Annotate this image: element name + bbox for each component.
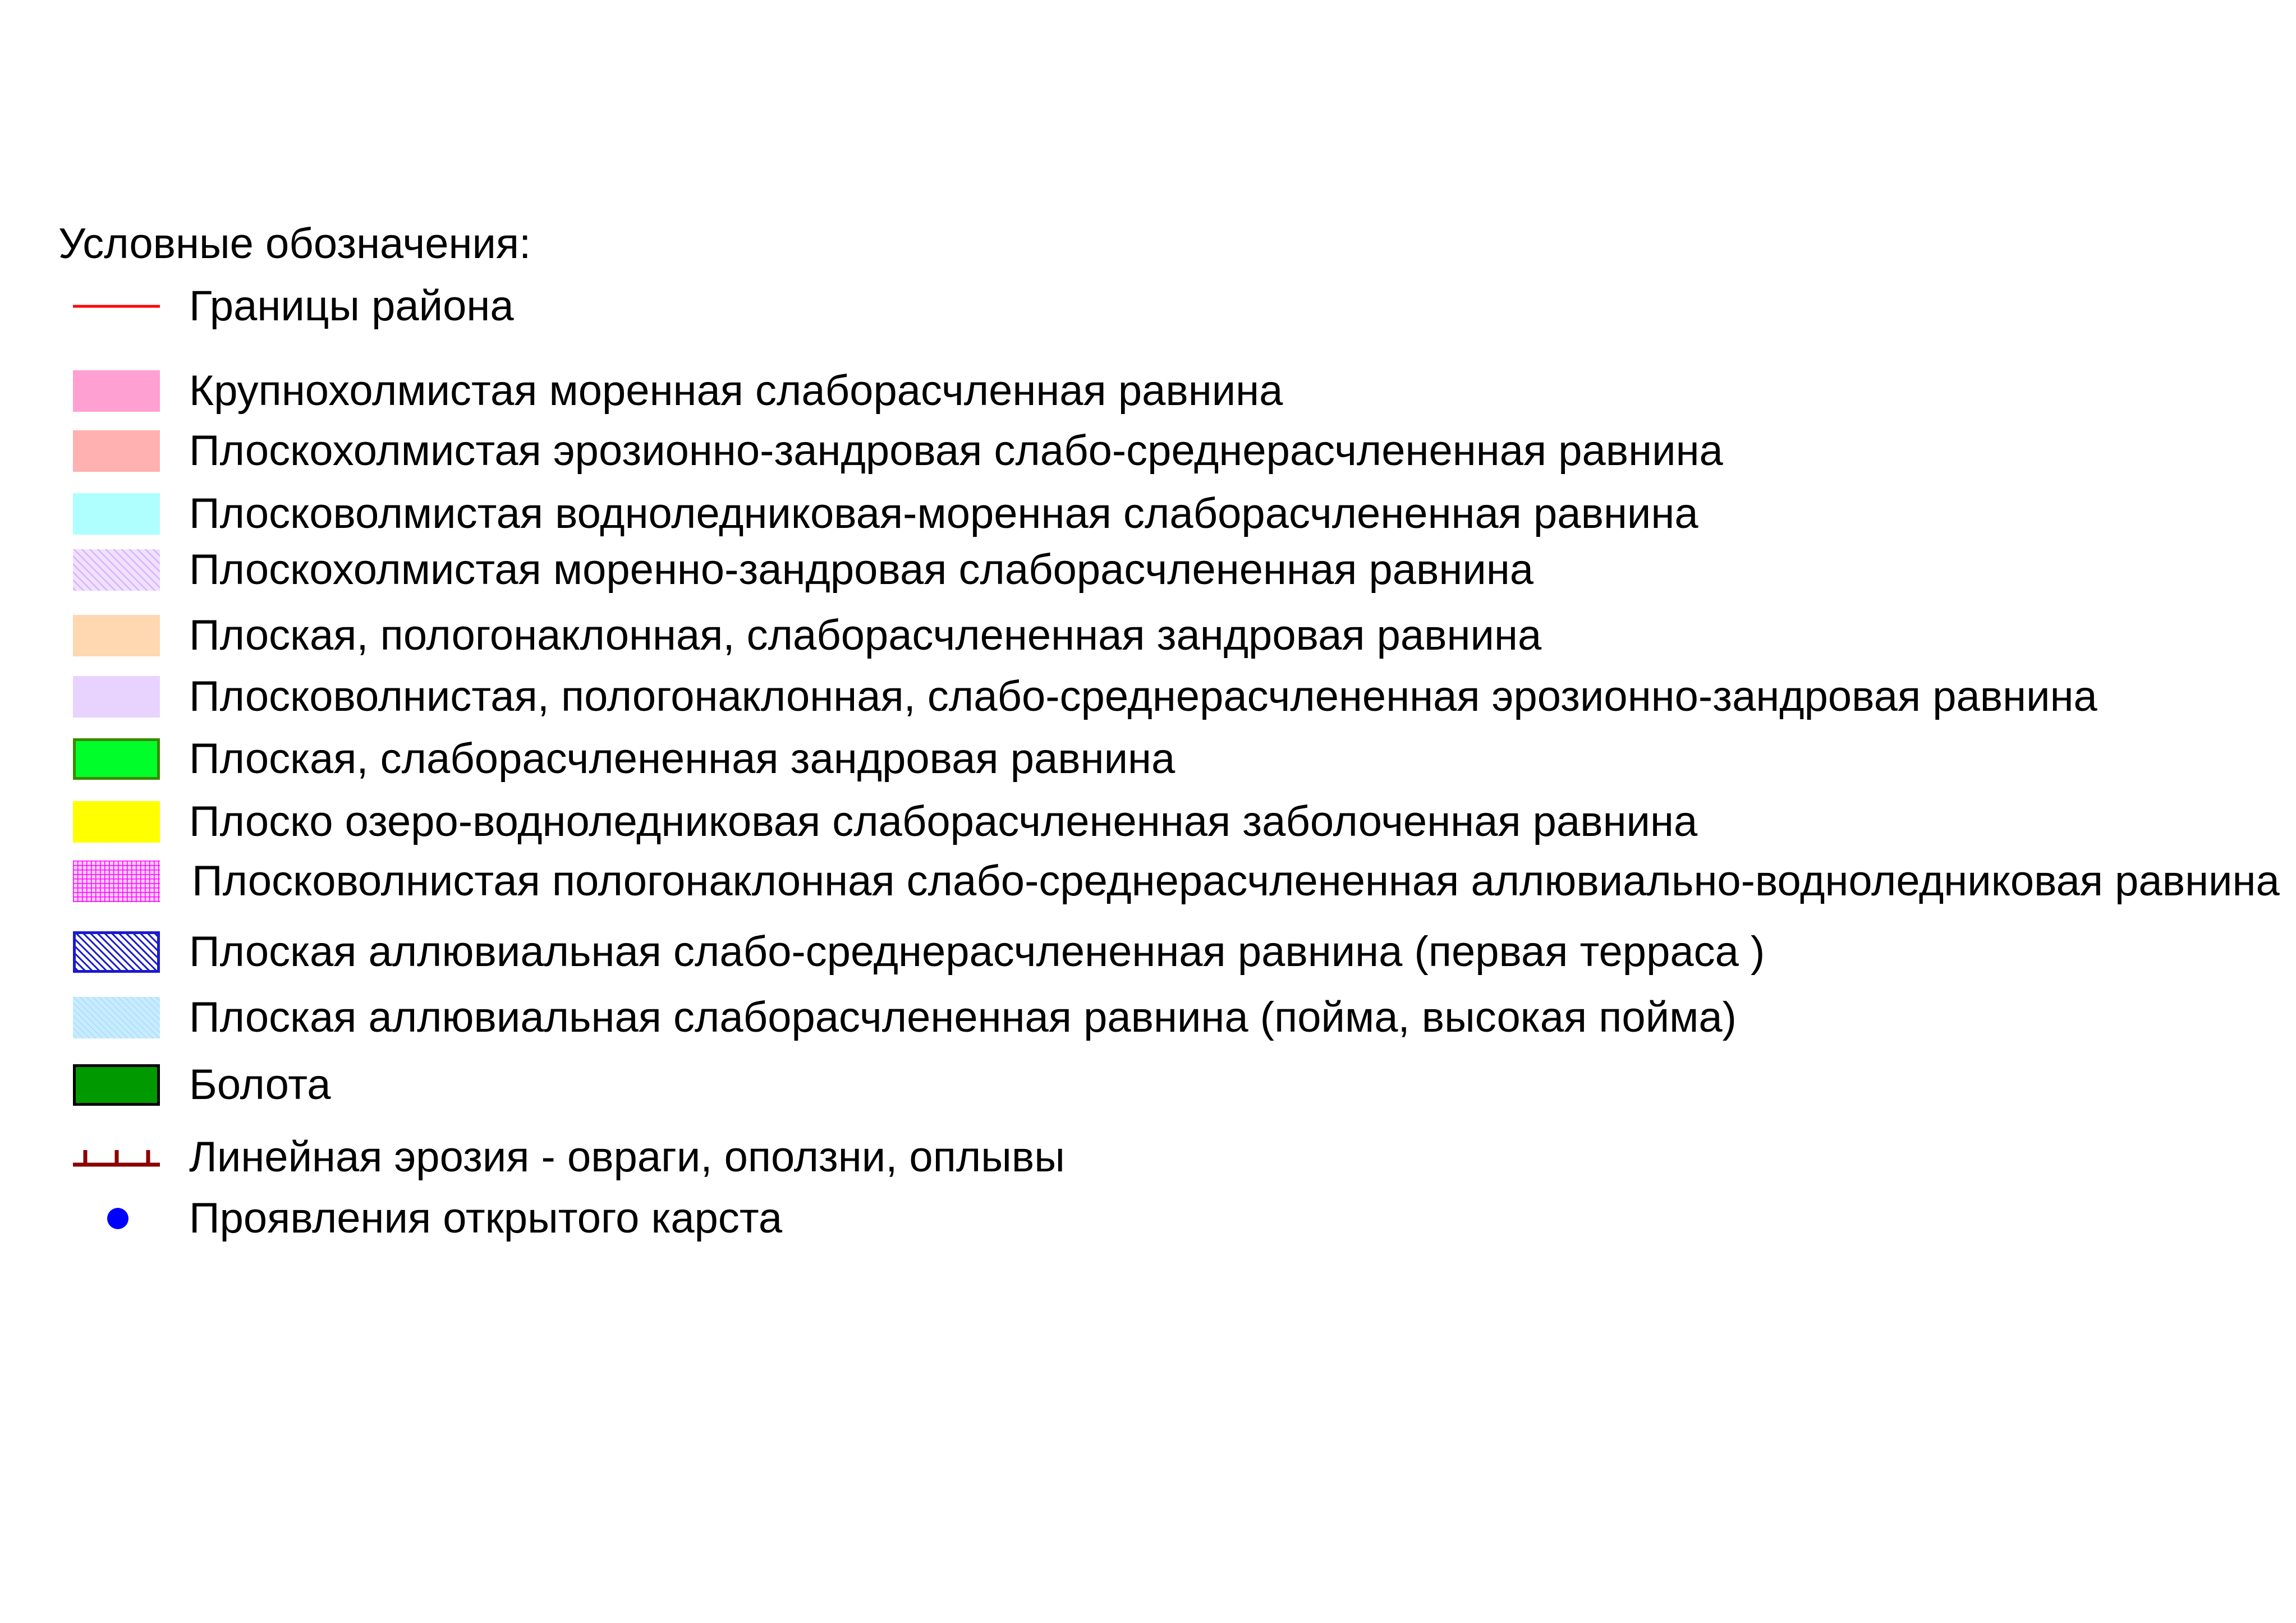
legend-title: Условные обозначения: [58,220,531,268]
peach-swatch [73,615,160,656]
legend-item-flat-undulating-fluvioglacial-moraine [0,483,2296,545]
boundary-line-symbol [73,286,160,327]
legend-label: Плоская, слаборасчлененная зандровая равнина [189,735,1175,783]
legend-label: Плосковолнистая, пологонаклонная, слабо-среднерасчлененная эрозионно-зандровая равнина [189,673,2097,720]
lavender-hatch-swatch [73,549,160,591]
legend-item-lake-fluvioglacial-swampy [0,791,2296,853]
yellow-swatch [73,801,160,843]
erosion-line-symbol [73,1137,160,1178]
light-blue-hatch-swatch [73,997,160,1038]
bright-green-swatch [73,738,160,780]
dark-green-swatch [73,1064,160,1106]
legend-item-swamps [0,1054,2296,1116]
legend-item-large-hilly-moraine [0,360,2296,422]
legend-label: Болота [189,1061,331,1109]
legend-label: Плосковолнистая пологонаклонная слабо-среднерасчлененная аллювиально-водноледниковая равнина [192,857,2280,905]
karst-dot-symbol [73,1198,160,1239]
legend-item-alluvial-first-terrace [0,921,2296,983]
legend-label: Плоскохолмистая эрозионно-зандровая слабо-среднерасчлененная равнина [189,427,1723,475]
legend-label: Плоская аллювиальная слабо-среднерасчлененная равнина (первая терраса ) [189,928,1765,976]
legend-item-district-boundary [0,275,2296,337]
legend-label: Плоскохолмистая моренно-зандровая слаборасчлененная равнина [189,546,1534,594]
legend-item-alluvial-fluvioglacial [0,850,2296,912]
legend-item-linear-erosion [0,1127,2296,1188]
legend-item-flat-outwash [0,728,2296,790]
legend-label: Крупнохолмистая моренная слаборасчленная равнина [189,367,1283,415]
legend-label: Проявления открытого карста [189,1194,783,1242]
legend-label: Плоская аллювиальная слаборасчлененная равнина (пойма, высокая пойма) [189,994,1737,1041]
blue-hatch-swatch [73,931,160,973]
legend-label: Линейная эрозия - овраги, оползни, оплывы [189,1133,1065,1181]
legend-item-open-karst [0,1188,2296,1249]
pink-swatch [73,370,160,412]
legend-item-flat-hilly-moraine-outwash [0,539,2296,601]
light-violet-swatch [73,676,160,718]
legend-label: Плоская, пологонаклонная, слаборасчлененная зандровая равнина [189,612,1542,659]
legend-item-flat-hilly-erosion-outwash [0,420,2296,482]
legend-label: Границы района [189,282,514,330]
legend-item-flat-sloping-outwash [0,605,2296,666]
legend-item-flat-undulating-erosion-outwash [0,666,2296,728]
magenta-grid-swatch [73,861,160,902]
legend-item-alluvial-floodplain [0,987,2296,1049]
legend-label: Плосковолмистая водноледниковая-моренная слаборасчлененная равнина [189,490,1698,537]
cyan-swatch [73,493,160,535]
legend-label: Плоско озеро-водноледниковая слаборасчлененная заболоченная равнина [189,798,1698,845]
salmon-swatch [73,430,160,472]
